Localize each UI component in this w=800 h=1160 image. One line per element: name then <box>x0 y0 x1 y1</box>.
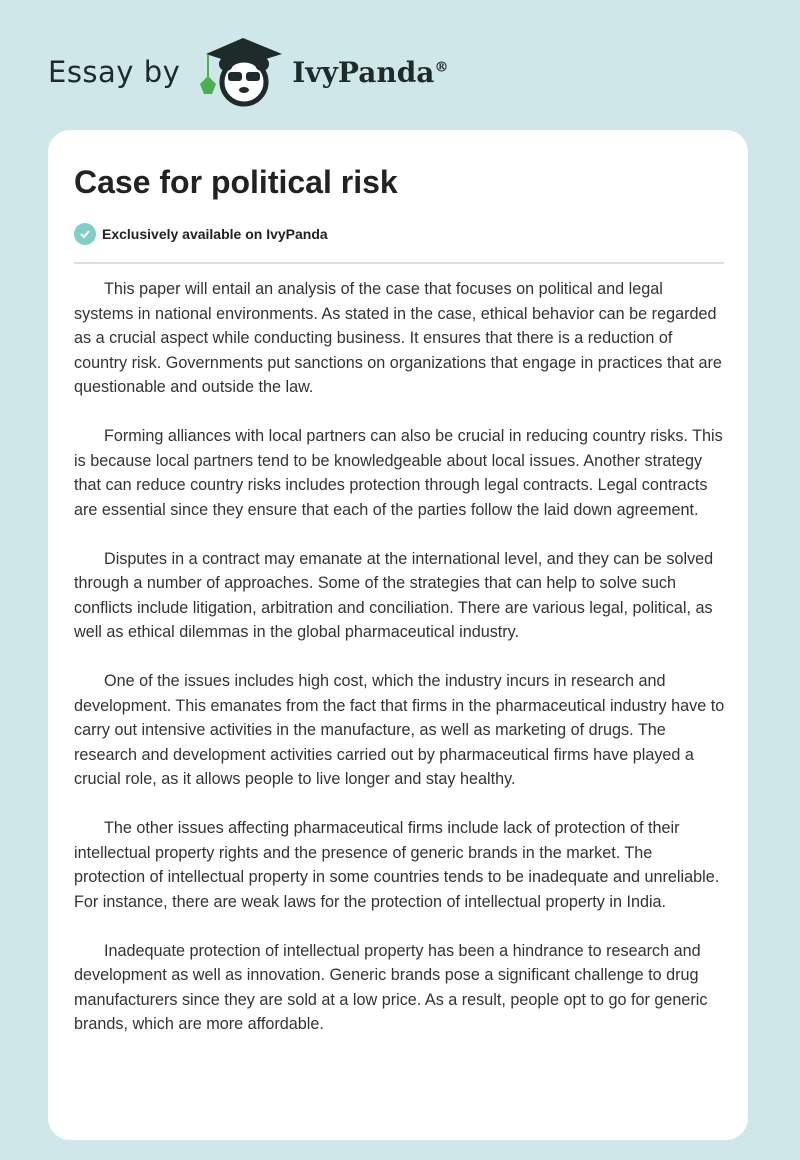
brand-name <box>292 56 448 89</box>
check-icon <box>74 223 96 245</box>
brand-text: IvyPanda <box>292 55 435 89</box>
paragraph: Forming alliances with local partners can also be crucial in reducing country risks. This is because local partners tend to be knowledgeable about local issues. Another strategy that can reduce country risks includes protection through legal contracts. Legal contracts are essential since they ensure that each of the parties follow the laid down agreement. <box>74 427 723 519</box>
essay-by-label: Essay by <box>48 55 181 89</box>
site-header <box>48 36 448 108</box>
paragraph: The other issues affecting pharmaceutical firms include lack of protection of their intellectual property rights and the presence of generic brands in the market. The protection of intellectual property in some countries tends to be inadequate and unreliable. For instance, there are weak laws for the protection of intellectual property in India. <box>74 819 720 911</box>
paragraph: One of the issues includes high cost, which the industry incurs in research and development. This emanates from the fact that firms in the pharmaceutical industry have to carry out intensive activities in the manufacture, as well as marketing of drugs. The research and development activities carried out by pharmaceutical firms have played a crucial role, as it allows people to live longer and stay healthy. <box>74 672 725 788</box>
registered-mark: ® <box>434 59 449 76</box>
ivypanda-logo-icon[interactable] <box>198 36 288 108</box>
exclusive-badge <box>74 223 328 245</box>
page-title: Case for political risk <box>74 164 398 200</box>
paragraph: This paper will entail an analysis of the case that focuses on political and legal systems in national environments. As stated in the case, ethical behavior can be regarded as a crucial aspect while conducting business. It ensures that there is a reduction of country risk. Governments put sanctions on organizations that engage in practices that are questionable and outside the law. <box>74 280 722 396</box>
paragraph: Inadequate protection of intellectual property has been a hindrance to research and development as well as innovation. Generic brands pose a significant challenge to drug manufacturers since they are sold at a low price. As a result, people opt to go for generic brands, which are more affordable. <box>74 941 708 1033</box>
paragraph: Disputes in a contract may emanate at the international level, and they can be solved through a number of approaches. Some of the strategies that can help to solve such conflicts include litigation, arbitration and conciliation. There are various legal, political, as well as ethical dilemmas in the global pharmaceutical industry. <box>74 549 714 641</box>
divider <box>74 262 724 264</box>
essay-card <box>48 130 748 1140</box>
badge-label: Exclusively available on IvyPanda <box>102 226 328 242</box>
essay-body <box>74 277 726 1061</box>
